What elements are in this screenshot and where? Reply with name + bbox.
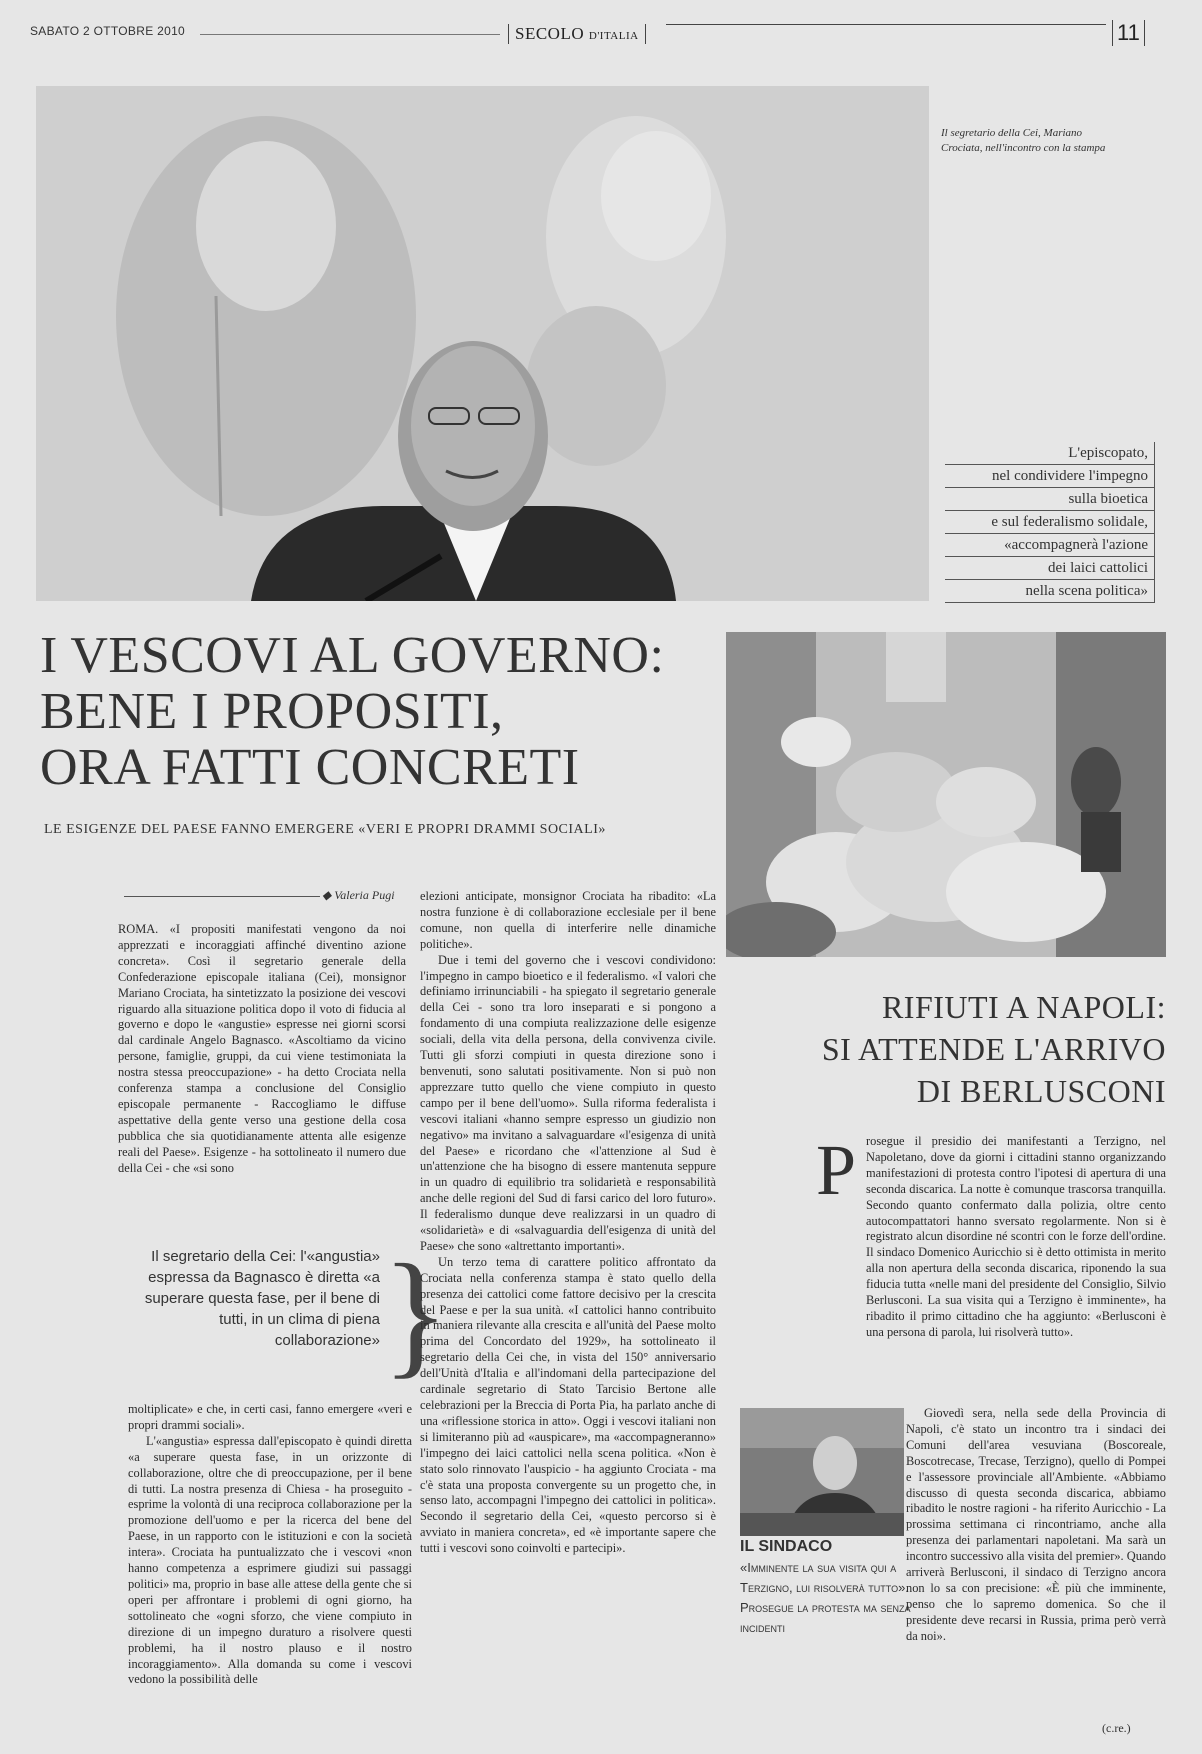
article-subhead: LE ESIGENZE DEL PAESE FANNO EMERGERE «VERI E PROPRI DRAMMI SOCIALI»: [44, 822, 606, 837]
masthead: [508, 24, 646, 44]
sindaco-caption: «Imminente la sua visita qui a Terzigno, lui risolverà tutto». Prosegue la protesta ma senza incidenti: [740, 1560, 911, 1635]
rifiuti-column-continued: [906, 1406, 1166, 1645]
pull-quote: [945, 442, 1155, 603]
sindaco-caption-box: [740, 1536, 916, 1638]
rifiuti-headline-line: SI ATTENDE L'ARRIVO: [821, 1031, 1166, 1067]
article-column-1-continued: [128, 1402, 412, 1688]
paragraph: ROMA. «I propositi manifestati vengono da noi apprezzati e incoraggiati affinché diventino azione concreta». Così il segretario generale della Confederazione episcopale italiana (Cei), monsignor Mariano Crociata, ha sintetizzato la posizione dei vescovi riguardo alla situazione politica dopo il voto di fiducia al governo e dopo le «angustie» espresse nei giorni scorsi dal cardinale Angelo Bagnasco. «Ascoltiamo da vicino persone, famiglie, gruppi, da cui viene testimoniata la nostra stessa preoccupazione» - ha detto Crociata nella conferenza stampa a conclusione del Consiglio episcopale permanente - Raccogliamo le diffuse aspettative della gente verso una gestione della cosa pubblica che sia quotidianamente attenta alle esigenze reali del Paese». Esigenze - ha sottolineato il numero due della Cei - che «si sono: [118, 922, 406, 1175]
author-signature: (c.re.): [1102, 1721, 1131, 1735]
masthead-title: SECOLO: [515, 24, 585, 43]
paragraph: elezioni anticipate, monsignor Crociata ha ribadito: «La nostra funzione è di collaborazione ecclesiale per il bene comune, non quella di interferire nelle dinamiche politiche».: [420, 889, 716, 951]
article-headline: [40, 628, 720, 796]
garbage-photo: [726, 632, 1166, 957]
page-number: 11: [1112, 20, 1145, 46]
paragraph: Giovedì sera, nella sede della Provincia di Napoli, c'è stato un incontro tra i sindaci dei Comuni dell'area vesuviana (Boscoreale, Boscotrecase, Trecase, Terzigno), quello di Pompei e l'assessore provinciale all'Ambiente. «Abbiamo discusso di questa seconda discarica, abbiamo ribadito le nostre ragioni - ha riferito Auricchio - La prossima settimana ci rincontriamo, anche alla presenza dei parlamentari napoletani. Ma sarà un incontro successivo alla visita del premier». Quando arriverà Berlusconi, il sindaco di Terzigno ancora non lo sa con precisione: «È più che imminente, penso che lo sapremo domenica. So che il presidente deve recarsi in Russia, prima però verrà da noi».: [906, 1406, 1166, 1643]
headline-line: I VESCOVI AL GOVERNO:: [40, 627, 665, 684]
article-column-1: [118, 922, 406, 1177]
byline-rule: [124, 896, 320, 897]
masthead-subtitle: D'ITALIA: [588, 30, 639, 42]
drop-cap: P: [816, 1130, 857, 1210]
main-photo: [36, 86, 929, 601]
headline-line: BENE I PROPOSITI,: [40, 683, 504, 740]
rifiuti-headline-line: DI BERLUSCONI: [916, 1073, 1166, 1109]
pull-quote-line: nella scena politica»: [945, 580, 1155, 603]
sindaco-label: IL SINDACO: [740, 1538, 833, 1555]
pull-quote-line: nel condividere l'impegno: [945, 465, 1155, 488]
paragraph: Due i temi del governo che i vescovi condividono: l'impegno in campo bioetico e il federalismo. «I valori che definiamo irrinunciabili - ha spiegato il segretario generale della Cei - sono tra loro inseparati e si pongono a fondamento di una compiuta realizzazione delle esigenze sociali, della vita della persona, della convivenza civile. Tutti gli sforzi compiuti in questa direzione sono i benvenuti, sono salutati positivamente. Non si può non apprezzare tutto quello che viene compiuto in questo campo per il bene dell'uomo». Sulla riforma federalista i vescovi italiani «hanno sempre espresso un giudizio non negativo» ma invitano a salvaguardare «l'esigenza di unità del Paese» e ricordano che «l'attenzione al Sud è un'attenzione che ha bisogno di essere mantenuta seppure in un quadro di equilibrio tra solidarietà e responsabilità anche delle regioni del Sud di farsi carico del loro futuro». Il federalismo dunque deve realizzarsi in un quadro di «solidarietà» e di «salvaguardia dell'esigenza di unità del Paese» che sono «altrettanto importanti».: [420, 952, 716, 1253]
main-photo-caption: Il segretario della Cei, Mariano Crociata, nell'incontro con la stampa: [941, 127, 1106, 154]
garbage-photo-illustration: [726, 632, 1166, 957]
header-rule-right: [666, 24, 1106, 25]
pull-quote-line: L'episcopato,: [945, 442, 1155, 465]
sindaco-photo: [740, 1408, 904, 1536]
pull-quote-line: «accompagnerà l'azione: [945, 534, 1155, 557]
sindaco-photo-illustration: [740, 1408, 904, 1536]
rifiuti-column: [866, 1134, 1166, 1341]
pull-quote-line: dei laici cattolici: [945, 557, 1155, 580]
paragraph: Un terzo tema di carattere politico affrontato da Crociata nella conferenza stampa è stato quello della presenza dei cattolici come fattore decisivo per la crescita del Paese e per la sua unità. «I cattolici hanno contribuito in maniera rilevante alla crescita e all'unità del Paese molto prima del Concordato del 1929», ha sottolineato il segretario della Cei che, in vista del 150° anniversario dell'Unità d'Italia e all'indomani della partecipazione del cardinale segretario di Stato Tarcisio Bertone alle celebrazioni per la Breccia di Porta Pia, ha parlato anche di una «riflessione storica in atto». Oggi i vescovi italiani non si limiteranno più ad «auspicare», ma «accompagneranno» l'impegno dei laici cattolici nella scena politica. «Non è stato solo rinnovato l'auspicio - ha aggiunto Crociata - ma c'è stata una proposta convergente su un progetto che, in senso lato, accompagni l'impegno dei cattolici in politica». Secondo il segretario della Cei, «questo percorso si è avviato in maniera concreta», ed «è importante sapere che tutti i vescovi sono coinvolti e partecipi».: [420, 1254, 716, 1556]
byline: ◆ Valeria Pugi: [322, 888, 395, 902]
paragraph: L'«angustia» espressa dall'episcopato è quindi diretta «a superare questa fase, in un orizzonte di collaborazione, oltre che di preoccupazione, per il bene di tutti. La nostra presenza di Chiesa - ha proseguito - esprime la volontà di una reciproca collaborazione per la promozione dell'uomo e per la ricerca del bene del Paese, in un rapporto con le istituzioni e con la società intera». Crociata ha puntualizzato che i vescovi «non hanno competenza a esprimere giudizi sui passaggi politici» ma, proprio in base alle attese della gente che si operi per affrontare i problemi di ogni giorno, ha sottolineato che «ogni sforzo, che viene compiuto in direzione di un impegno duraturo a risolvere questi problemi, ha il nostro plauso e il nostro incoraggiamento». Alla domanda su come i vescovi vedono la possibilità delle: [128, 1433, 412, 1687]
rifiuti-headline-line: RIFIUTI A NAPOLI:: [881, 989, 1166, 1025]
paragraph: moltiplicate» e che, in certi casi, fanno emergere «veri e propri drammi sociali».: [128, 1402, 412, 1432]
pull-quote-line: e sul federalismo solidale,: [945, 511, 1155, 534]
headline-line: ORA FATTI CONCRETI: [40, 739, 580, 796]
article-quote-box: Il segretario della Cei: l'«angustia» espressa da Bagnasco è diretta «a superare questa fase, per il bene di tutti, in un clima di piena collaborazione»: [144, 1248, 380, 1349]
paragraph: rosegue il presidio dei manifestanti a Terzigno, nel Napoletano, dove da giorni i cittadini stanno organizzando manifestazioni di protesta contro l'ipotesi di apertura di una seconda discarica. La notte è comunque trascorsa tranquilla. Secondo quanto confermato dalla polizia, oltre cento autocompattatori hanno sversato regolarmente. Non si è registrato alcun disordine né scontri con le forze dell'ordine. Il sindaco Domenico Auricchio si è detto ottimista in merito alla non apertura della seconda discarica, riponendo la sua fiducia tutta «nelle mani del presidente del Consiglio, Silvio Berlusconi. La sua visita qui a Terzigno è imminente», ha ribadito il primo cittadino che ha aggiunto: «Berlusconi è una persona di parola, lui risolverà tutto».: [866, 1134, 1166, 1339]
rifiuti-headline: [740, 986, 1166, 1112]
pull-quote-line: sulla bioetica: [945, 488, 1155, 511]
issue-date: SABATO 2 OTTOBRE 2010: [30, 24, 186, 38]
header-rule-left: [200, 34, 500, 35]
main-photo-illustration: [36, 86, 929, 601]
quote-brace-icon: }: [382, 1236, 450, 1391]
article-column-2: [420, 889, 716, 1557]
